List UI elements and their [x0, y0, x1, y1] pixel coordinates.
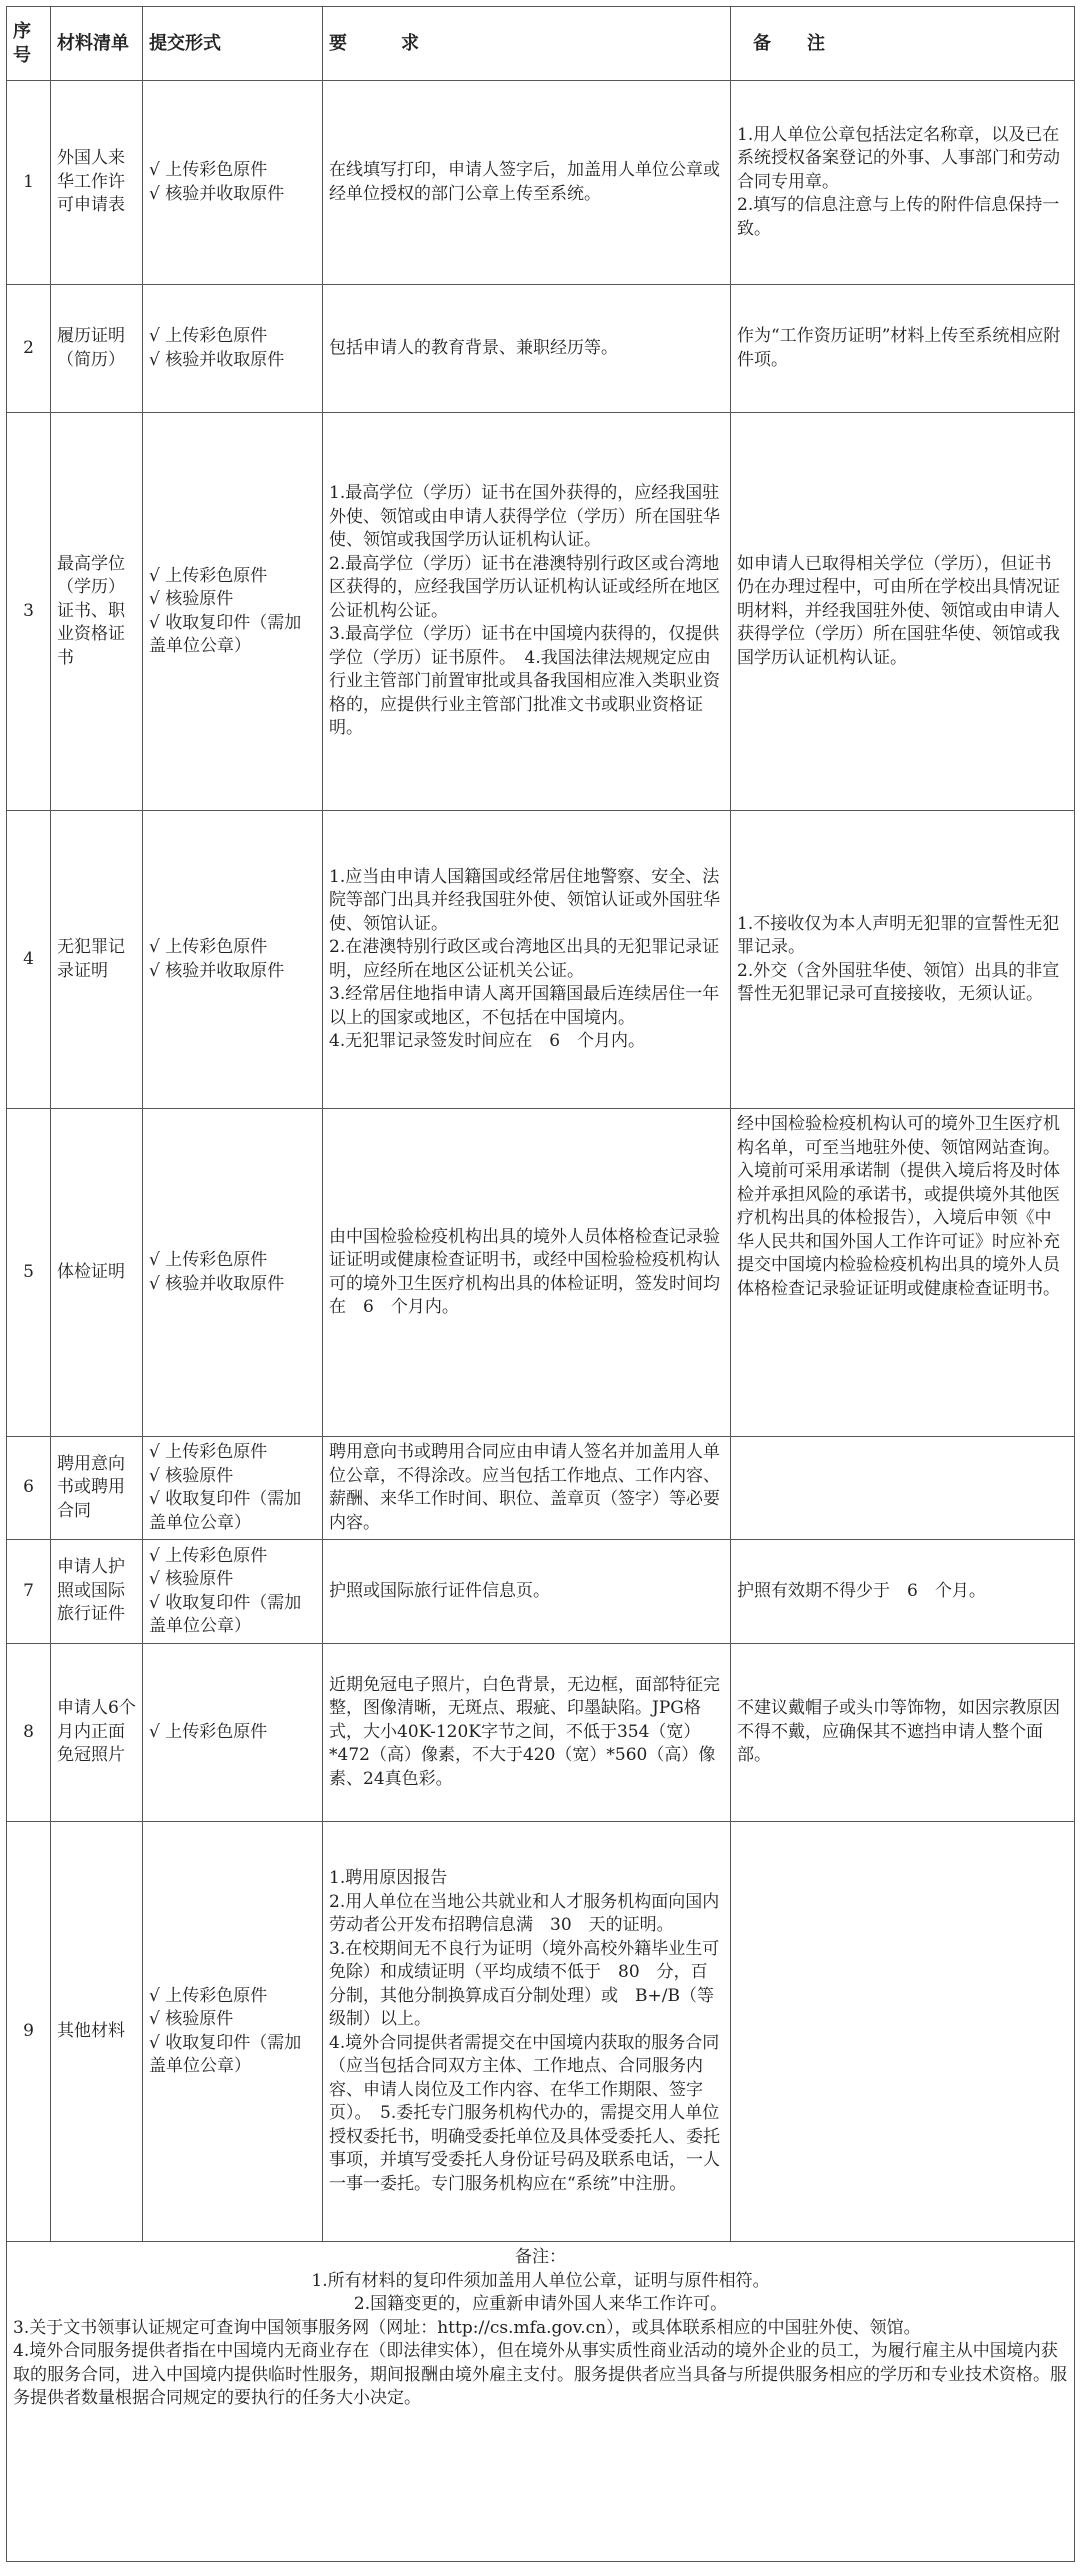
row-material: 无犯罪记录证明 [51, 811, 143, 1109]
submit-item: √ 收取复印件（需加盖单位公章） [149, 2032, 302, 2076]
header-material: 材料清单 [51, 7, 143, 81]
table-row [7, 285, 1075, 413]
row-remark [731, 1437, 1075, 1540]
row-material: 申请人6个月内正面免冠照片 [51, 1644, 143, 1822]
table-row [7, 81, 1075, 285]
row-material: 体检证明 [51, 1109, 143, 1437]
header-remark: 备 注 [731, 7, 1075, 81]
requirement-text: 在线填写打印，申请人签字后，加盖用人单位公章或经单位授权的部门公章上传至系统。 [329, 160, 720, 204]
notes-section [7, 2242, 1075, 2562]
header-requirement: 要 求 [323, 7, 731, 81]
submit-item: √ 上传彩色原件 [149, 937, 268, 957]
row-remark [731, 1644, 1075, 1822]
row-remark [731, 413, 1075, 811]
notes-title: 备注： [515, 2247, 566, 2267]
row-submit [143, 811, 323, 1109]
remark-text: 1.用人单位公章包括法定名称章，以及已在系统授权备案登记的外事、人事部门和劳动合同专用章。 [737, 124, 1060, 192]
requirement-text: 4.境外合同提供者需提交在中国境内获取的服务合同（应当包括合同双方主体、工作地点、合同服务内容、申请人岗位及工作内容、在华工作期限、签字页）。 5.委托专门服务机构代办的，需提交用人单位授权委托书，明确受委托单位及具体受委托人、委托事项，并填写受委托人身份证号码及联系电话，一人一事一委托。专门服务机构应在“系统”中注册。 [329, 2032, 720, 2194]
submit-item: √ 核验原件 [149, 1569, 234, 1589]
submit-item: √ 上传彩色原件 [149, 1985, 268, 2006]
header-num: 序号 [7, 7, 51, 81]
submit-item: √ 核验并收取原件 [149, 183, 285, 204]
requirement-text: 2.最高学位（学历）证书在港澳特别行政区或台湾地区获得的，应经我国学历认证机构认证或经所在地区公证机构公证。 [329, 553, 720, 621]
row-requirement [323, 1644, 731, 1822]
table-row [7, 811, 1075, 1109]
row-requirement [323, 811, 731, 1109]
row-requirement [323, 413, 731, 811]
remark-text: 2.外交（含外国驻华使、领馆）出具的非宣誓性无犯罪记录可直接接收，无须认证。 [737, 960, 1060, 1004]
requirement-text: 3.在校期间无不良行为证明（境外高校外籍毕业生可免除）和成绩证明（平均成绩不低于 80 分，百分制，其他分制换算成百分制处理）或 B+/B（等级制）以上。 [329, 1938, 720, 2029]
row-submit [143, 1644, 323, 1822]
remark-text: 2.填写的信息注意与上传的附件信息保持一致。 [737, 195, 1060, 239]
row-submit [143, 81, 323, 285]
remark-text: 1.不接收仅为本人声明无犯罪的宣誓性无犯罪记录。 [737, 913, 1060, 957]
row-num: 5 [7, 1109, 51, 1437]
table-row [7, 1644, 1075, 1822]
row-remark [731, 81, 1075, 285]
table-row [7, 1109, 1075, 1437]
requirement-text: 护照或国际旅行证件信息页。 [329, 1580, 550, 1601]
submit-item: √ 收取复印件（需加盖单位公章） [149, 1489, 302, 1533]
materials-table [6, 6, 1075, 2562]
submit-item: √ 核验并收取原件 [149, 1273, 285, 1294]
submit-item: √ 上传彩色原件 [149, 160, 268, 180]
row-submit [143, 1437, 323, 1540]
notes-row [7, 2242, 1075, 2562]
requirement-text: 4.无犯罪记录签发时间应在 6 个月内。 [329, 1031, 646, 1051]
submit-item: √ 收取复印件（需加盖单位公章） [149, 1592, 302, 1636]
row-remark [731, 285, 1075, 413]
notes-item: 3.关于文书领事认证规定可查询中国领事服务网（网址：http://cs.mfa.gov.cn），或具体联系相应的中国驻外使、领馆。 [13, 2317, 921, 2338]
row-remark [731, 811, 1075, 1109]
row-submit [143, 1109, 323, 1437]
remark-text: 作为“工作资历证明”材料上传至系统相应附件项。 [737, 326, 1061, 370]
header-submit: 提交形式 [143, 7, 323, 81]
row-material: 聘用意向书或聘用合同 [51, 1437, 143, 1540]
row-submit [143, 285, 323, 413]
requirement-text: 2.在港澳特别行政区或台湾地区出具的无犯罪记录证明，应经所在地区公证机关公证。 [329, 937, 720, 981]
submit-item: √ 上传彩色原件 [149, 1442, 268, 1462]
table-row [7, 1822, 1075, 2242]
submit-item: √ 上传彩色原件 [149, 1545, 268, 1566]
submit-item: √ 上传彩色原件 [149, 326, 268, 346]
notes-item: 4.境外合同服务提供者指在中国境内无商业存在（即法律实体），但在境外从事实质性商业活动的境外企业的员工，为履行雇主从中国境内获取的服务合同，进入中国境内提供临时性服务，期间报酬由境外雇主支付。服务提供者应当具备与所提供服务相应的学历和专业技术资格。服务提供者数量根据合同规定的要执行的任务大小决定。 [13, 2341, 1067, 2408]
row-submit [143, 1822, 323, 2242]
row-num: 1 [7, 81, 51, 285]
row-remark [731, 1109, 1075, 1437]
row-remark [731, 1822, 1075, 2242]
table-row [7, 1437, 1075, 1540]
submit-item: √ 上传彩色原件 [149, 565, 268, 586]
table-body [7, 81, 1075, 2562]
row-material: 申请人护照或国际旅行证件 [51, 1540, 143, 1644]
row-requirement [323, 81, 731, 285]
requirement-text: 由中国检验检疫机构出具的境外人员体格检查记录验证证明或健康检查证明书，或经中国检验检疫机构认可的境外卫生医疗机构出具的体检证明，签发时间均在 6 个月内。 [329, 1226, 720, 1317]
notes-item: 2.国籍变更的，应重新申请外国人来华工作许可。 [353, 2294, 728, 2314]
table-row [7, 413, 1075, 811]
row-requirement [323, 285, 731, 413]
remark-text: 护照有效期不得少于 6 个月。 [737, 1580, 986, 1601]
row-submit [143, 413, 323, 811]
row-num: 9 [7, 1822, 51, 2242]
submit-item: √ 核验并收取原件 [149, 960, 285, 981]
requirement-text: 2.用人单位在当地公共就业和人才服务机构面向国内劳动者公开发布招聘信息满 30 天的证明。 [329, 1891, 720, 1935]
requirement-text: 3.最高学位（学历）证书在中国境内获得的，仅提供学位（学历）证书原件。 4.我国法律法规规定应由行业主管部门前置审批或具备我国相应准入类职业资格的，应提供行业主管部门批准文书或职业资格证明。 [329, 624, 720, 739]
row-num: 4 [7, 811, 51, 1109]
remark-text: 不建议戴帽子或头巾等饰物，如因宗教原因不得不戴，应确保其不遮挡申请人整个面部。 [737, 1698, 1060, 1766]
header-row [7, 7, 1075, 81]
row-num: 8 [7, 1644, 51, 1822]
submit-item: √ 核验原件 [149, 589, 234, 609]
row-num: 3 [7, 413, 51, 811]
submit-item: √ 上传彩色原件 [149, 1250, 268, 1270]
notes-item: 1.所有材料的复印件须加盖用人单位公章，证明与原件相符。 [311, 2270, 770, 2291]
row-material: 最高学位（学历）证书、职业资格证书 [51, 413, 143, 811]
row-requirement [323, 1822, 731, 2242]
requirement-text: 1.聘用原因报告 [329, 1868, 448, 1888]
row-requirement [323, 1109, 731, 1437]
row-requirement [323, 1437, 731, 1540]
submit-item: √ 核验原件 [149, 2009, 234, 2029]
row-remark [731, 1540, 1075, 1644]
row-num: 2 [7, 285, 51, 413]
requirement-text: 1.最高学位（学历）证书在国外获得的，应经我国驻外使、领馆或由申请人获得学位（学历）所在国驻华使、领馆或我国学历认证机构认证。 [329, 483, 720, 551]
submit-item: √ 收取复印件（需加盖单位公章） [149, 612, 302, 656]
remark-text: 如申请人已取得相关学位（学历），但证书仍在办理过程中，可由所在学校出具情况证明材料，并经我国驻外使、领馆或由申请人获得学位（学历）所在国驻华使、领馆或我国学历认证机构认证。 [737, 553, 1060, 668]
requirement-text: 3.经常居住地指申请人离开国籍国最后连续居住一年以上的国家或地区，不包括在中国境内。 [329, 984, 720, 1028]
submit-item: √ 核验并收取原件 [149, 349, 285, 370]
requirement-text: 1.应当由申请人国籍国或经常居住地警察、安全、法院等部门出具并经我国驻外使、领馆认证或外国驻华使、领馆认证。 [329, 866, 720, 934]
requirement-text: 聘用意向书或聘用合同应由申请人签名并加盖用人单位公章，不得涂改。应当包括工作地点、工作内容、薪酬、来华工作时间、职位、盖章页（签字）等必要内容。 [329, 1442, 720, 1533]
submit-item: √ 核验原件 [149, 1465, 234, 1486]
row-num: 6 [7, 1437, 51, 1540]
requirement-text: 包括申请人的教育背景、兼职经历等。 [329, 337, 618, 358]
row-submit [143, 1540, 323, 1644]
remark-text: 经中国检验检疫机构认可的境外卫生医疗机构名单，可至当地驻外使、领馆网站查询。入境前可采用承诺制（提供入境后将及时体检并承担风险的承诺书，或提供境外其他医疗机构出具的体检报告），入境后申领《中华人民共和国外国人工作许可证》时应补充提交中国境内检验检疫机构出具的境外人员体格检查记录验证证明或健康检查证明书。 [737, 1114, 1060, 1299]
row-material: 外国人来华工作许可申请表 [51, 81, 143, 285]
row-num: 7 [7, 1540, 51, 1644]
row-requirement [323, 1540, 731, 1644]
row-material: 其他材料 [51, 1822, 143, 2242]
requirement-text: 近期免冠电子照片，白色背景，无边框，面部特征完整，图像清晰，无斑点、瑕疵、印墨缺陷。JPG格式，大小40K-120K字节之间，不低于354（宽）*472（高）像素，不大于420（宽）*560（高）像素、24真色彩。 [329, 1674, 720, 1789]
row-material: 履历证明（简历） [51, 285, 143, 413]
table-row [7, 1540, 1075, 1644]
submit-item: √ 上传彩色原件 [149, 1721, 268, 1742]
